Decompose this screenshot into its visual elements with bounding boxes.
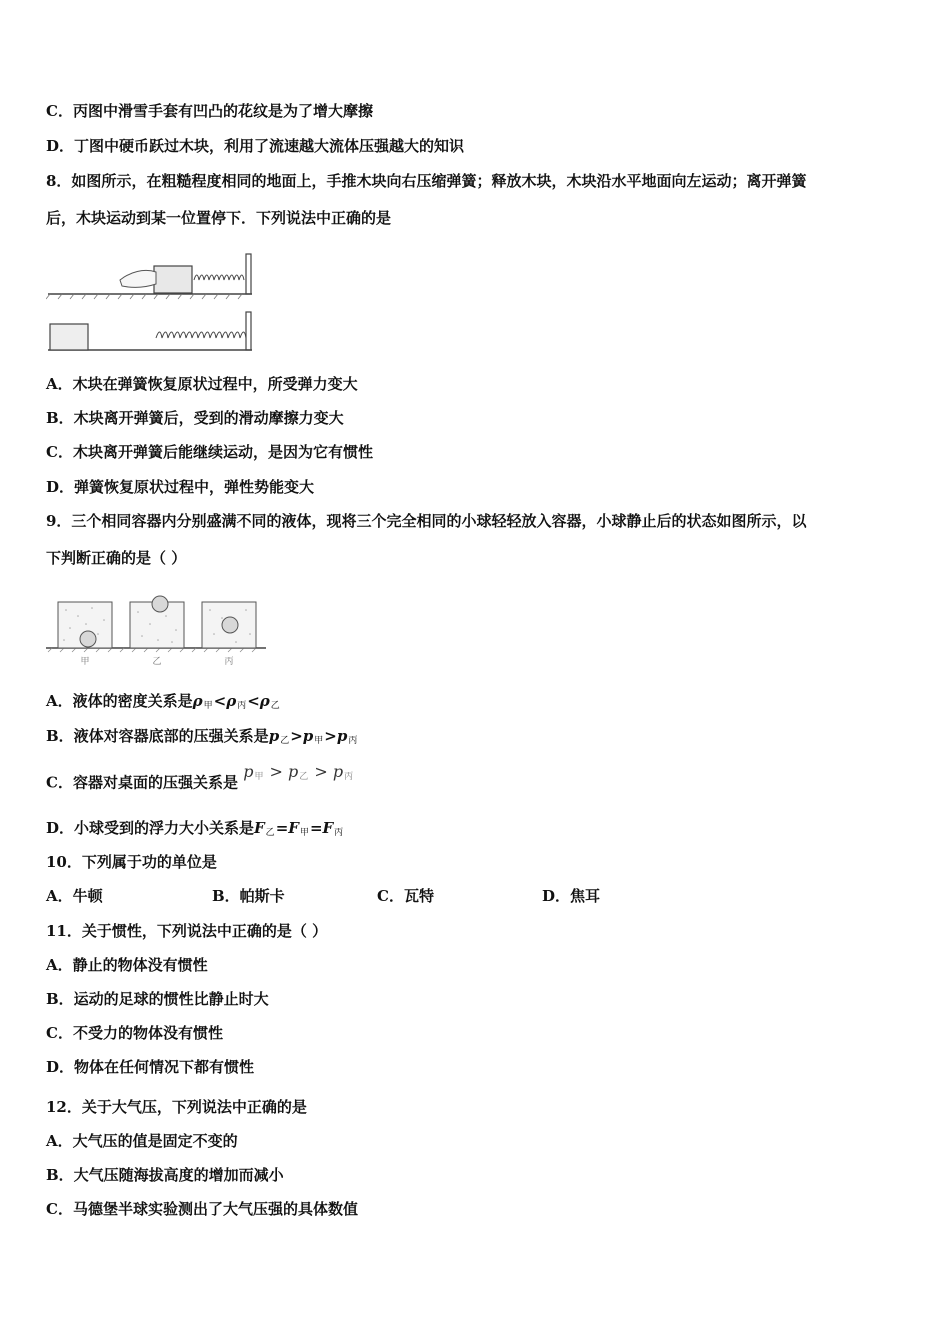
symbol-F: F xyxy=(288,819,299,837)
sub-jia: 甲 xyxy=(254,772,264,782)
wall-bottom xyxy=(246,312,251,350)
symbol-F: F xyxy=(322,819,334,837)
q10-option-b: B．帕斯卡 xyxy=(212,887,285,905)
q10-option-c: C．瓦特 xyxy=(377,887,434,905)
symbol-p: p xyxy=(332,762,344,781)
q9-option-b xyxy=(46,726,358,749)
block-top xyxy=(154,266,192,293)
q10-option-d: D．焦耳 xyxy=(542,887,601,905)
q8-option-b: B．木块离开弹簧后，受到的滑动摩擦力变大 xyxy=(46,409,344,427)
q11-option-a: A．静止的物体没有惯性 xyxy=(46,956,208,974)
label-bing: 丙 xyxy=(224,657,234,667)
symbol-F: F xyxy=(254,819,265,837)
q9-containers-figure xyxy=(46,590,268,670)
sub-bing: 丙 xyxy=(344,772,354,782)
q9-option-d xyxy=(46,818,344,841)
q10-option-a: A．牛顿 xyxy=(46,887,103,905)
equals: = xyxy=(275,819,289,837)
q12-option-c: C．马德堡半球实验测出了大气压强的具体数值 xyxy=(46,1200,358,1218)
wall-top xyxy=(246,254,251,294)
q9a-text: A．液体的密度关系是 xyxy=(46,692,193,710)
q12-option-b: B．大气压随海拔高度的增加而减小 xyxy=(46,1166,284,1184)
q9-stem-line1: 9．三个相同容器内分别盛满不同的液体，现将三个完全相同的小球轻轻放入容器，小球静止后的状态如图所示，以 xyxy=(46,512,807,530)
symbol-p: p xyxy=(336,727,348,745)
sub-jia: 甲 xyxy=(299,828,309,838)
q9-option-a xyxy=(46,691,281,714)
greater-than: > xyxy=(324,727,337,745)
equals: = xyxy=(309,819,323,837)
symbol-p: p xyxy=(243,762,254,781)
q7-option-d: D．丁图中硬币跃过木块，利用了流速越大流体压强越大的知识 xyxy=(46,137,465,155)
greater-than: > xyxy=(269,762,283,781)
ball-yi xyxy=(152,596,168,612)
sub-yi: 乙 xyxy=(280,736,290,746)
sub-yi: 乙 xyxy=(270,701,280,711)
q11-option-c: C．不受力的物体没有惯性 xyxy=(46,1024,223,1042)
symbol-rho: ρ xyxy=(192,692,203,710)
ball-jia xyxy=(80,631,96,647)
q8-option-d: D．弹簧恢复原状过程中，弹性势能变大 xyxy=(46,478,315,496)
q12-stem: 12．关于大气压，下列说法中正确的是 xyxy=(46,1098,307,1116)
q11-option-d: D．物体在任何情况下都有惯性 xyxy=(46,1058,255,1076)
q11-option-b: B．运动的足球的惯性比静止时大 xyxy=(46,990,269,1008)
sub-jia: 甲 xyxy=(203,701,213,711)
sub-jia: 甲 xyxy=(314,736,324,746)
q9c-text: C．容器对桌面的压强关系是 xyxy=(46,773,238,792)
symbol-rho: ρ xyxy=(259,692,270,710)
ball-bing xyxy=(222,617,238,633)
q8-spring-block-figure xyxy=(46,250,256,355)
sub-bing: 丙 xyxy=(237,701,247,711)
symbol-p: p xyxy=(288,762,299,781)
q8-stem-line2: 后，木块运动到某一位置停下．下列说法中正确的是 xyxy=(46,209,392,227)
q9d-text: D．小球受到的浮力大小关系是 xyxy=(46,819,255,837)
q9-stem-line2: 下判断正确的是（ ） xyxy=(46,549,187,567)
relaxed-spring xyxy=(156,332,246,338)
label-jia: 甲 xyxy=(80,657,90,667)
q12-option-a: A．大气压的值是固定不变的 xyxy=(46,1132,238,1150)
sub-bing: 丙 xyxy=(348,736,358,746)
greater-than: > xyxy=(314,762,328,781)
symbol-p: p xyxy=(268,727,280,745)
sub-yi: 乙 xyxy=(299,772,309,782)
greater-than: > xyxy=(290,727,303,745)
q8-stem-line1: 8．如图所示，在粗糙程度相同的地面上，手推木块向右压缩弹簧；释放木块，木块沿水平地面向左运动；离开弹簧 xyxy=(46,172,807,190)
q9c-formula xyxy=(243,762,354,785)
less-than: < xyxy=(213,692,227,710)
container-yi xyxy=(130,596,184,648)
symbol-p: p xyxy=(302,727,314,745)
q11-stem: 11．关于惯性，下列说法中正确的是（ ） xyxy=(46,922,328,940)
q8-option-c: C．木块离开弹簧后能继续运动，是因为它有惯性 xyxy=(46,443,373,461)
label-yi: 乙 xyxy=(152,657,162,667)
container-bing xyxy=(202,602,256,648)
compressed-spring xyxy=(194,275,244,280)
symbol-rho: ρ xyxy=(226,692,237,710)
block-bottom xyxy=(50,324,88,350)
q7-option-c: C．丙图中滑雪手套有凹凸的花纹是为了增大摩擦 xyxy=(46,102,373,120)
q8-option-a: A．木块在弹簧恢复原状过程中，所受弹力变大 xyxy=(46,375,358,393)
less-than: < xyxy=(247,692,260,710)
q9b-text: B．液体对容器底部的压强关系是 xyxy=(46,727,269,745)
container-jia xyxy=(58,602,112,648)
hand-icon xyxy=(120,270,156,287)
q10-stem: 10．下列属于功的单位是 xyxy=(46,853,217,871)
sub-yi: 乙 xyxy=(265,828,275,838)
sub-bing: 丙 xyxy=(334,828,344,838)
q9-option-c xyxy=(46,762,354,795)
